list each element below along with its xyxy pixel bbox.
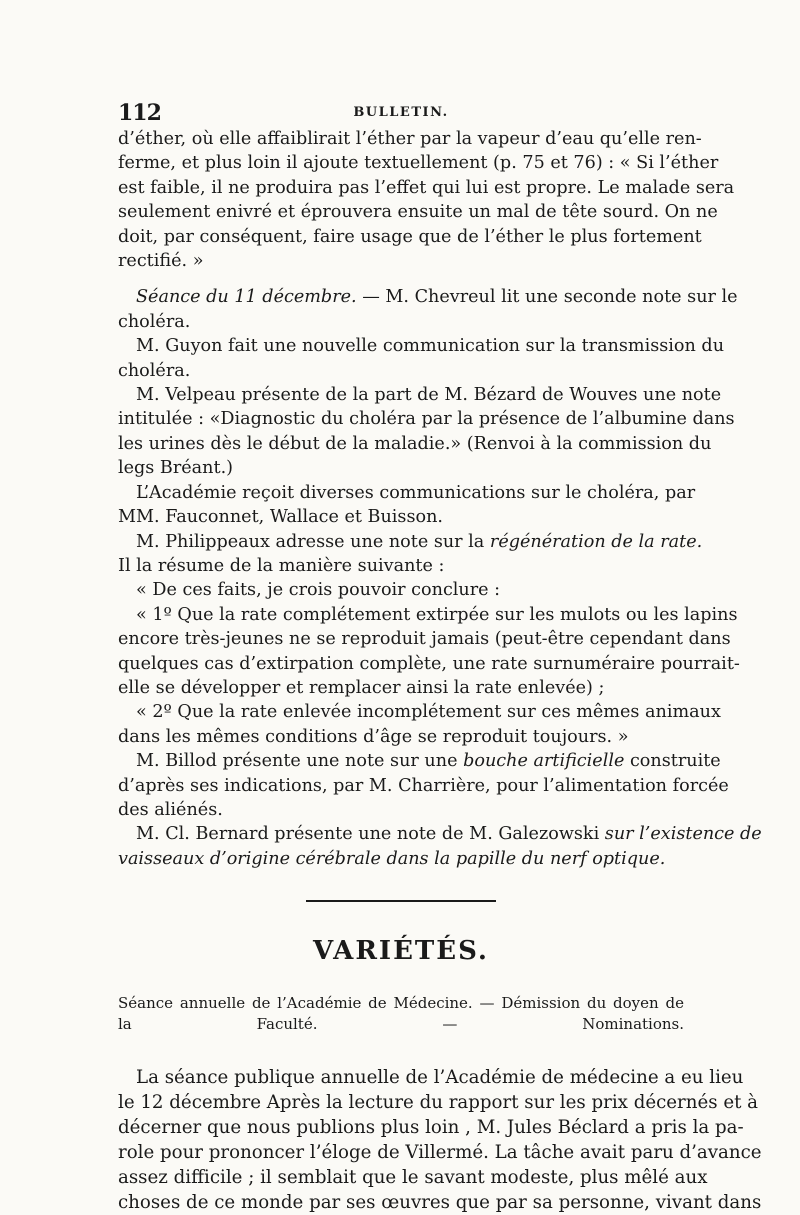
text-line: intitulée : «Diagnostic du choléra par la présence de l’albumine dans (118, 409, 735, 430)
paragraph-guyon (118, 334, 725, 383)
seance-date: Séance du 11 décembre. (136, 287, 357, 308)
paragraph-bernard (118, 822, 762, 871)
page-number: 112 (118, 100, 161, 126)
text-line: « 1º Que la rate complétement extirpée sur les mulots ou les lapins (136, 604, 738, 625)
paragraph-conclure (118, 578, 684, 602)
text-line: choléra. (118, 360, 191, 381)
section-title: VARIÉTÉS. (313, 936, 489, 967)
text-line: legs Bréant.) (118, 458, 234, 479)
text-line (118, 530, 703, 554)
bernard-text: M. Cl. Bernard présente une note de M. Galezowski (136, 824, 605, 845)
bernard-topic-end: vaisseaux d’origine cérébrale dans la papille du nerf optique. (118, 848, 666, 869)
paragraph-philippeaux (118, 530, 703, 579)
section-divider (306, 900, 496, 902)
text-line: assez difficile ; il semblait que le savant modeste, plus mêlé aux (118, 1167, 708, 1189)
text-line: choléra. (118, 311, 191, 332)
paragraph-point-2 (118, 700, 721, 749)
text-line: M. Guyon fait une nouvelle communication sur la transmission du (136, 336, 725, 357)
text-line: choses de ce monde par ses œuvres que par sa personne, vivant dans (118, 1192, 762, 1214)
text-line (118, 822, 762, 846)
subtitle-line: Séance annuelle de l’Académie de Médecine. — Démission du doyen de (118, 994, 684, 1013)
billod-text: M. Billod présente une note sur une (136, 751, 464, 772)
text-line: rectifié. » (118, 251, 204, 272)
paragraph-ether (118, 127, 735, 273)
text-line: encore très-jeunes ne se reproduit jamais (peut-être cependant dans (118, 629, 731, 650)
text-line: quelques cas d’extirpation complète, une rate surnuméraire pourrait- (118, 653, 740, 674)
paragraph-point-1 (118, 603, 740, 701)
section-subtitle (118, 993, 684, 1035)
text-line: « De ces faits, je crois pouvoir conclure : (136, 580, 501, 601)
bernard-topic: sur l’existence de (604, 824, 762, 845)
text-line: est faible, il ne produira pas l’effet qui lui est propre. Le malade sera (118, 177, 735, 198)
text-line: elle se développer et remplacer ainsi la rate enlevée) ; (118, 677, 605, 698)
philippeaux-topic: régénération de la rate. (489, 531, 703, 552)
text-line: seulement enivré et éprouvera ensuite un mal de tête sourd. On ne (118, 202, 718, 223)
text-line: ferme, et plus loin il ajoute textuellement (p. 75 et 76) : « Si l’éther (118, 153, 719, 174)
billod-text-end: construite (624, 751, 721, 772)
text-line: le 12 décembre Après la lecture du rapport sur les prix décernés et à (118, 1092, 759, 1114)
text-line: d’après ses indications, par M. Charrière, pour l’alimentation forcée (118, 775, 729, 796)
text-line: MM. Fauconnet, Wallace et Buisson. (118, 507, 444, 528)
paragraph-seance-publique (118, 1065, 762, 1215)
text-line: role pour prononcer l’éloge de Villermé. La tâche avait paru d’avance (118, 1142, 762, 1164)
paragraph-billod (118, 749, 729, 822)
text-line (118, 847, 684, 871)
text-line: L’Académie reçoit diverses communications sur le choléra, par (136, 482, 696, 503)
seance-text: — M. Chevreul lit une seconde note sur le (356, 287, 738, 308)
page-header (118, 100, 684, 126)
billod-topic: bouche artificielle (463, 751, 625, 772)
paragraph-academie (118, 481, 696, 530)
page-body (118, 127, 762, 1215)
text-line: des aliénés. (118, 799, 223, 820)
text-line: La séance publique annuelle de l’Académie de médecine a eu lieu (136, 1067, 744, 1089)
text-line: d’éther, où elle affaiblirait l’éther par la vapeur d’eau qu’elle ren- (118, 129, 702, 149)
text-line: Il la résume de la manière suivante : (118, 555, 445, 576)
paragraph-seance (118, 285, 738, 334)
running-head: BULLETIN. (353, 105, 449, 120)
text-line: décerner que nous publions plus loin , M. Jules Béclard a pris la pa- (118, 1117, 744, 1139)
text-line: M. Velpeau présente de la part de M. Bézard de Wouves une note (136, 385, 722, 406)
subtitle-line: la Faculté. — Nominations. (118, 1015, 684, 1034)
text-line (118, 749, 721, 773)
paragraph-velpeau (118, 383, 735, 481)
text-line: dans les mêmes conditions d’âge se reproduit toujours. » (118, 726, 629, 747)
text-line: les urines dès le début de la maladie.» (Renvoi à la commission du (118, 433, 712, 454)
text-line (118, 285, 738, 309)
text-line: « 2º Que la rate enlevée incomplétement sur ces mêmes animaux (136, 702, 721, 723)
philippeaux-text: M. Philippeaux adresse une note sur la (136, 531, 490, 552)
text-line: doit, par conséquent, faire usage que de l’éther le plus fortement (118, 226, 702, 247)
